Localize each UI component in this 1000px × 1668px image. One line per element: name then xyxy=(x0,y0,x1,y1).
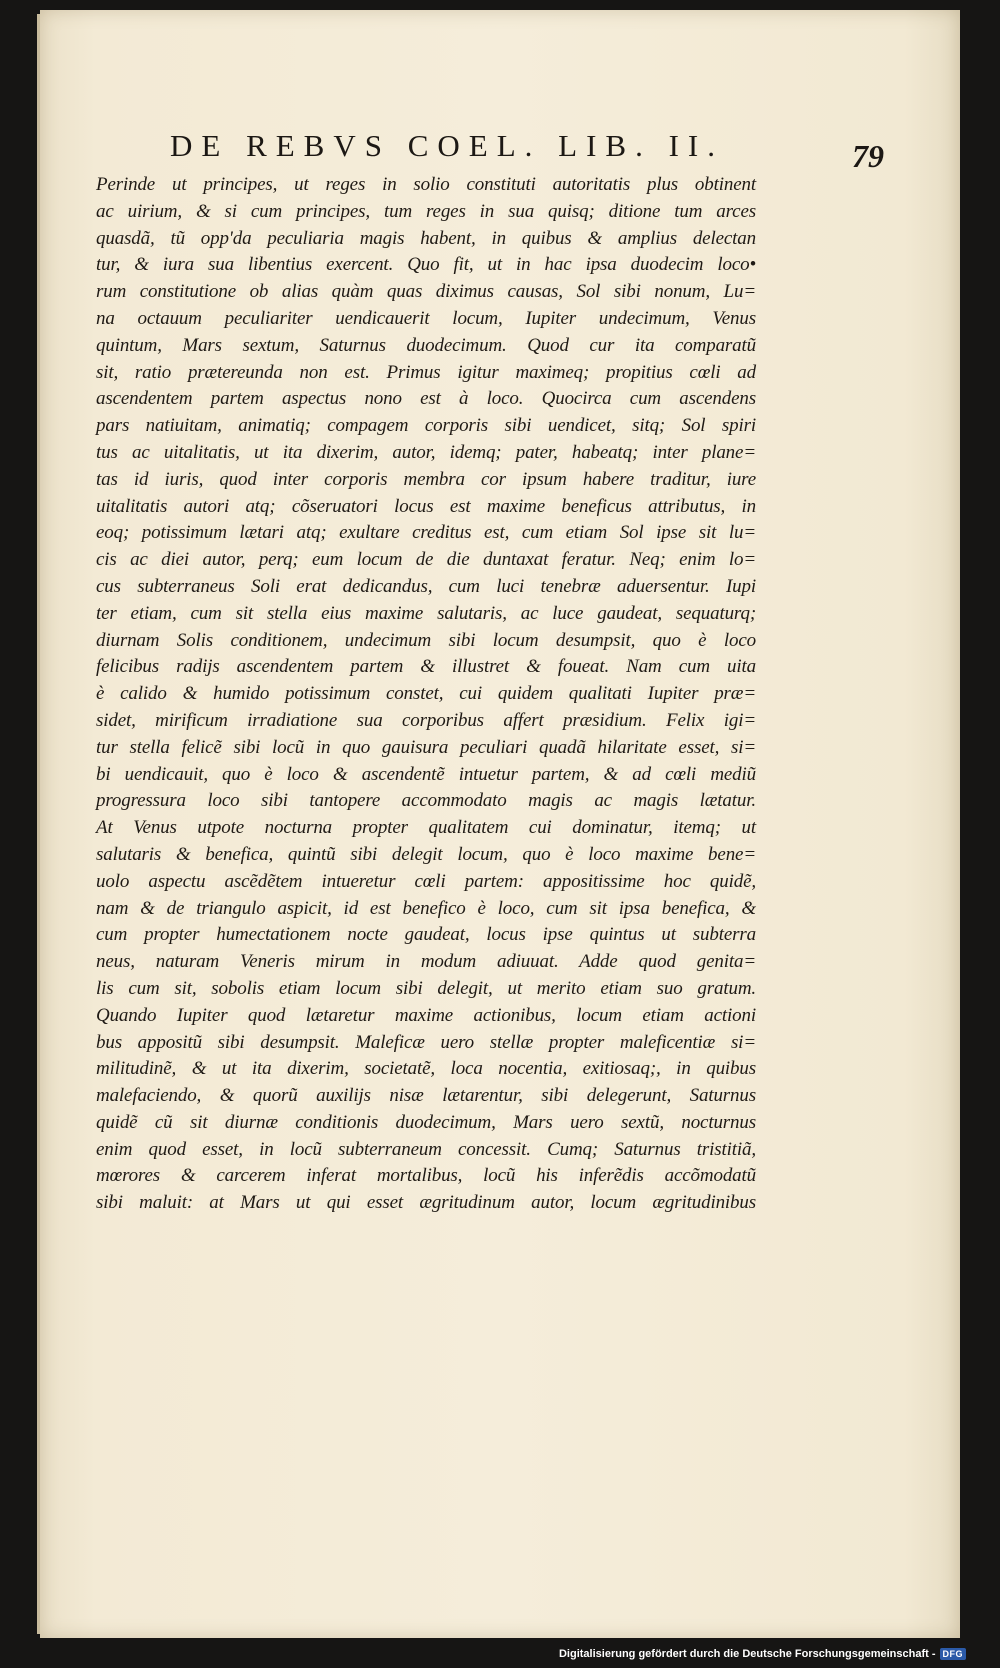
text-line: quasdã, tũ opp'da peculiaria magis habent, in quibus & amplius delectan xyxy=(96,227,756,249)
text-block xyxy=(96,172,756,1217)
text-line: sibi maluit: at Mars ut qui esset ægritudinum autor, locum ægritudinibus xyxy=(96,1192,756,1214)
text-line: sidet, mirificum irradiatione sua corporibus affert præsidium. Felix igi= xyxy=(96,709,756,731)
text-line: tur, & iura sua libentius exercent. Quo fit, ut in hac ipsa duodecim loco• xyxy=(96,254,756,276)
text-line: enim quod esset, in locũ subterraneum concessit. Cumq; Saturnus tristitiã, xyxy=(96,1138,756,1160)
text-line: tas id iuris, quod inter corporis membra cor ipsum habere traditur, iure xyxy=(96,468,756,490)
text-line: rum constitutione ob alias quàm quas diximus causas, Sol sibi nonum, Lu= xyxy=(96,281,756,303)
book-page xyxy=(40,10,960,1638)
text-line: uolo aspectu ascẽdẽtem intueretur cœli partem: appositissime hoc quidẽ, xyxy=(96,870,756,892)
text-line: lis cum sit, sobolis etiam locum sibi delegit, ut merito etiam suo gratum. xyxy=(96,977,756,999)
text-line: ter etiam, cum sit stella eius maxime salutaris, ac luce gaudeat, sequaturq; xyxy=(96,602,756,624)
digitization-credit xyxy=(559,1648,966,1660)
text-line: tus ac uitalitatis, ut ita dixerim, autor, idemq; pater, habeatq; inter plane= xyxy=(96,441,756,463)
text-line: ascendentem partem aspectus nono est à loco. Quocirca cum ascendens xyxy=(96,388,756,410)
text-line: mœrores & carcerem inferat mortalibus, locũ his inferẽdis accõmodatũ xyxy=(96,1165,756,1187)
running-head: DE REBVS COEL. LIB. II. xyxy=(170,128,725,163)
text-line: pars natiuitam, animatiq; compagem corporis sibi uendicet, sitq; Sol spiri xyxy=(96,415,756,437)
text-line: tur stella felicẽ sibi locũ in quo gauisura peculiari quadã hilaritate esset, si= xyxy=(96,736,756,758)
text-line: eoq; potissimum lætari atq; exultare creditus est, cum etiam Sol ipse sit lu= xyxy=(96,522,756,544)
text-line: quidẽ cũ sit diurnæ conditionis duodecimum, Mars uero sextũ, nocturnus xyxy=(96,1111,756,1133)
text-line: malefaciendo, & quorũ auxilijs nisæ lætarentur, sibi delegerunt, Saturnus xyxy=(96,1085,756,1107)
text-line: è calido & humido potissimum constet, cui quidem qualitati Iupiter præ= xyxy=(96,683,756,705)
text-line: cis ac diei autor, perq; eum locum de die duntaxat feratur. Neq; enim lo= xyxy=(96,549,756,571)
text-line: militudinẽ, & ut ita dixerim, societatẽ, loca nocentia, exitiosaq;, in quibus xyxy=(96,1058,756,1080)
text-line: cum propter humectationem nocte gaudeat, locus ipse quintus ut subterra xyxy=(96,924,756,946)
text-line: quintum, Mars sextum, Saturnus duodecimum. Quod cur ita comparatũ xyxy=(96,334,756,356)
text-line: salutaris & benefica, quintũ sibi delegit locum, quo è loco maxime bene= xyxy=(96,843,756,865)
text-line: At Venus utpote nocturna propter qualitatem cui dominatur, itemq; ut xyxy=(96,817,756,839)
text-line: sit, ratio prætereunda non est. Primus igitur maximeq; propitius cœli ad xyxy=(96,361,756,383)
text-line: felicibus radijs ascendentem partem & illustret & foueat. Nam cum uita xyxy=(96,656,756,678)
dfg-logo: DFG xyxy=(940,1648,967,1660)
text-line: Perinde ut principes, ut reges in solio constituti autoritatis plus obtinent xyxy=(96,174,756,195)
credit-text: Digitalisierung gefördert durch die Deutsche Forschungsgemeinschaft - xyxy=(558,1648,936,1660)
text-line: uitalitatis autori atq; cõseruatori locus est maxime beneficus attributus, in xyxy=(96,495,756,517)
text-line: cus subterraneus Soli erat dedicandus, cum luci tenebræ aduersentur. Iupi xyxy=(96,575,756,597)
text-line: ac uirium, & si cum principes, tum reges in sua quisq; ditione tum arces xyxy=(96,200,756,222)
text-line: nam & de triangulo aspicit, id est benefico è loco, cum sit ipsa benefica, & xyxy=(96,897,756,919)
text-line: diurnam Solis conditionem, undecimum sibi locum desumpsit, quo è loco xyxy=(96,629,756,651)
page-number: 79 xyxy=(852,138,884,174)
text-line: bi uendicauit, quo è loco & ascendentẽ intuetur partem, & ad cœli mediũ xyxy=(96,763,756,785)
text-line: neus, naturam Veneris mirum in modum adiuuat. Adde quod genita= xyxy=(96,951,756,973)
text-line: Quando Iupiter quod lætaretur maxime actionibus, locum etiam actioni xyxy=(96,1004,756,1026)
text-line: progressura loco sibi tantopere accommodato magis ac magis lætatur. xyxy=(96,790,756,812)
text-line: bus appositũ sibi desumpsit. Maleficæ uero stellæ propter maleficentiæ si= xyxy=(96,1031,756,1053)
text-line: na octauum peculiariter uendicauerit locum, Iupiter undecimum, Venus xyxy=(96,307,756,329)
